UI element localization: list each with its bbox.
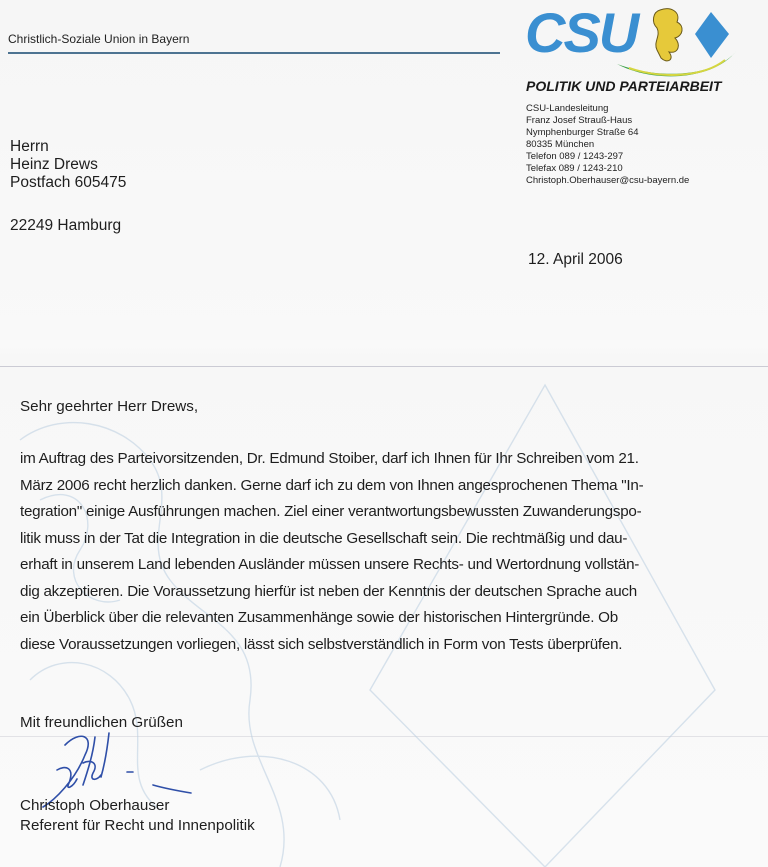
letter-date: 12. April 2006 — [528, 251, 623, 268]
tagline: POLITIK UND PARTEIARBEIT — [526, 78, 722, 94]
contact-fax: Telefax 089 / 1243-210 — [526, 163, 623, 174]
body-line: litik muss in der Tat die Integration in die deutsche Gesellschaft sein. Die rechtmäßig und dau- — [20, 529, 628, 547]
contact-line: 80335 München — [526, 139, 595, 150]
body-line: tegration" einige Ausführungen machen. Ziel einer verantwortungsbewussten Zuwanderungspo- — [20, 503, 642, 520]
body-line: März 2006 recht herzlich danken. Gerne darf ich zu dem von Ihnen angesprochenen Thema "In- — [20, 476, 644, 494]
letter-body — [20, 398, 760, 658]
recipient-city: 22249 Hamburg — [10, 217, 122, 234]
diamond-icon — [695, 12, 729, 58]
closing: Mit freundlichen Grüßen — [20, 714, 183, 731]
recipient-salutation: Herrn — [10, 138, 49, 155]
body-line: im Auftrag des Parteivorsitzenden, Dr. Edmund Stoiber, darf ich Ihnen für Ihr Schreiben vom 21. — [20, 450, 639, 467]
org-name: Christlich-Soziale Union in Bayern — [8, 32, 190, 46]
contact-line: Franz Josef Strauß-Haus — [526, 115, 633, 126]
letterhead-rule — [8, 52, 500, 54]
recipient-address — [10, 138, 126, 235]
contact-line: CSU-Landesleitung — [526, 103, 609, 114]
lion-icon — [653, 9, 682, 61]
body-line: erhaft in unserem Land lebenden Ausländer müssen unsere Rechts- und Wertordnung vollstän- — [20, 556, 640, 573]
body-line: diese Voraussetzungen vorliegen, lässt sich selbstverständlich in Form von Tests überprüfen. — [20, 635, 623, 653]
body-line: ein Überblick über die relevanten Zusammenhänge sowie der historischen Hintergründe. Ob — [20, 609, 618, 626]
contact-line: Nymphenburger Straße 64 — [526, 127, 639, 138]
logo-text: CSU — [525, 1, 638, 64]
signer-name: Christoph Oberhauser — [20, 797, 170, 814]
signer-title: Referent für Recht und Innenpolitik — [20, 817, 255, 834]
recipient-name: Heinz Drews — [10, 156, 98, 173]
greeting: Sehr geehrter Herr Drews, — [20, 398, 199, 415]
csu-logo — [525, 2, 740, 84]
recipient-street: Postfach 605475 — [10, 174, 127, 191]
contact-block — [526, 103, 689, 187]
contact-email: Christoph.Oberhauser@csu-bayern.de — [526, 175, 690, 186]
body-line: dig akzeptieren. Die Voraussetzung hierfür ist neben der Kenntnis der deutschen Sprache auch — [20, 582, 637, 600]
paper-fold-line — [0, 366, 768, 367]
signer-block — [20, 796, 255, 836]
contact-phone: Telefon 089 / 1243-297 — [526, 151, 624, 162]
